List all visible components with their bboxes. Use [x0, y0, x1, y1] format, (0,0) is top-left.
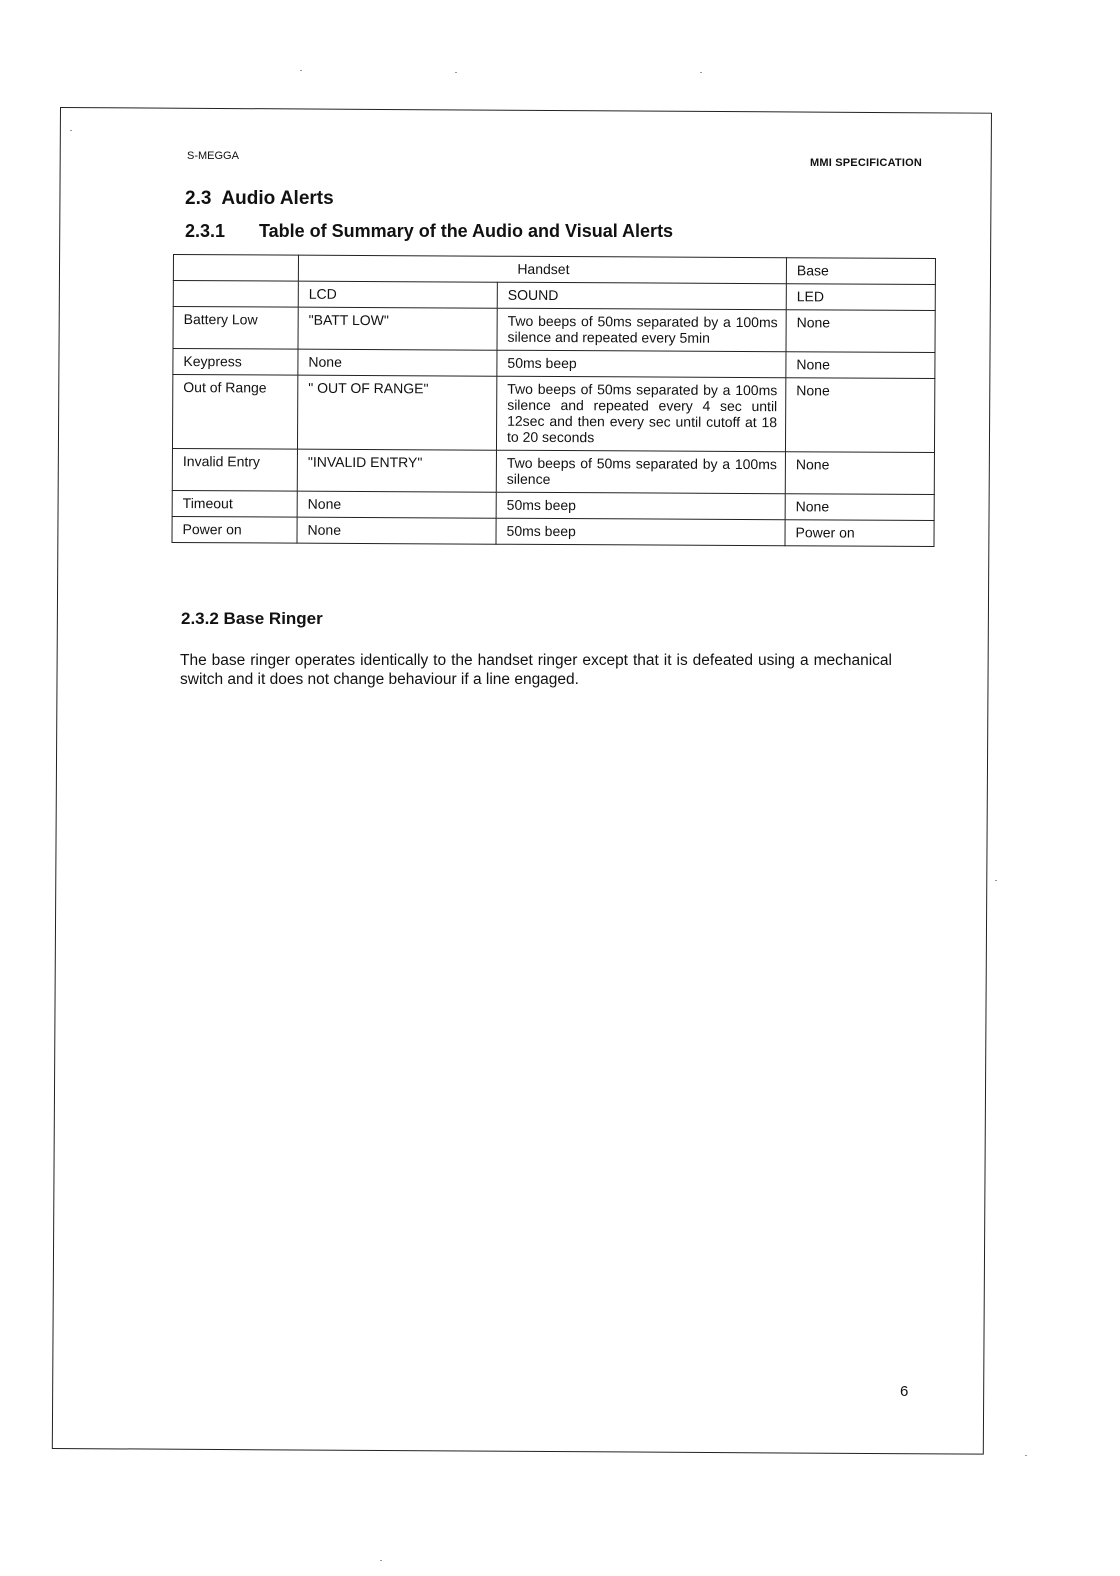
sound-column-header: SOUND [497, 282, 786, 310]
alert-name-cell: Keypress [173, 349, 298, 376]
lcd-cell: "BATT LOW" [298, 307, 497, 350]
table-row [172, 448, 934, 494]
sound-cell: Two beeps of 50ms separated by a 100ms silence [496, 450, 785, 494]
table-corner-cell [173, 281, 298, 308]
scan-speck [455, 72, 457, 73]
table-row [173, 349, 935, 379]
sound-cell: 50ms beep [496, 492, 785, 520]
sound-cell: Two beeps of 50ms separated by a 100ms silence and repeated every 4 sec until 12sec and then every sec until cutoff at 18 to 20 seconds [496, 376, 785, 452]
led-cell: None [785, 452, 934, 495]
sound-cell: 50ms beep [496, 518, 785, 546]
base-ringer-heading [181, 609, 323, 629]
led-cell: None [786, 352, 935, 379]
document-header-right: MMI SPECIFICATION [810, 157, 922, 169]
base-ringer-paragraph: The base ringer operates identically to the handset ringer except that it is defeated using a mechanical switch and it does not change behaviour if a line engaged. [180, 652, 892, 688]
table-column-header-row [173, 281, 935, 311]
base-ringer-number: 2.3.2 [181, 609, 219, 628]
lcd-cell: None [297, 491, 496, 518]
table-row [172, 490, 934, 520]
alert-name-cell: Power on [172, 516, 297, 543]
scan-speck [300, 70, 302, 71]
alerts-summary-table [171, 254, 936, 547]
section-number: 2.3 [185, 188, 212, 209]
table-row [173, 307, 935, 353]
led-column-header: LED [786, 284, 935, 311]
section-heading [185, 188, 334, 210]
scan-speck [380, 1560, 382, 1561]
base-group-header: Base [786, 258, 935, 285]
alert-name-cell: Out of Range [172, 375, 297, 450]
table-row [172, 375, 934, 453]
alert-name-cell: Invalid Entry [172, 448, 297, 491]
handset-group-header: Handset [298, 255, 786, 284]
section-title: Audio Alerts [221, 188, 334, 209]
page-number: 6 [900, 1383, 909, 1400]
document-header-left: S-MEGGA [187, 150, 239, 162]
subsection-title: Table of Summary of the Audio and Visual Alerts [259, 221, 674, 241]
table-corner-cell [173, 255, 298, 282]
alert-name-cell: Battery Low [173, 307, 298, 350]
lcd-cell: " OUT OF RANGE" [297, 375, 496, 450]
sound-cell: 50ms beep [497, 350, 786, 378]
table-group-header-row [173, 255, 935, 285]
scan-speck [995, 880, 997, 881]
lcd-column-header: LCD [298, 281, 497, 308]
led-cell: None [785, 378, 934, 453]
led-cell: None [786, 310, 935, 353]
sound-cell: Two beeps of 50ms separated by a 100ms silence and repeated every 5min [497, 308, 786, 352]
lcd-cell: None [298, 349, 497, 376]
lcd-cell: "INVALID ENTRY" [297, 449, 496, 492]
table-row [172, 516, 934, 546]
led-cell: None [785, 494, 934, 521]
scan-speck [70, 130, 72, 131]
subsection-heading [185, 221, 673, 242]
led-cell: Power on [785, 520, 934, 547]
lcd-cell: None [297, 517, 496, 544]
scan-speck [1025, 1455, 1027, 1456]
scan-speck [700, 72, 702, 73]
subsection-number: 2.3.1 [185, 221, 226, 241]
alert-name-cell: Timeout [172, 490, 297, 517]
base-ringer-title: Base Ringer [223, 609, 323, 628]
